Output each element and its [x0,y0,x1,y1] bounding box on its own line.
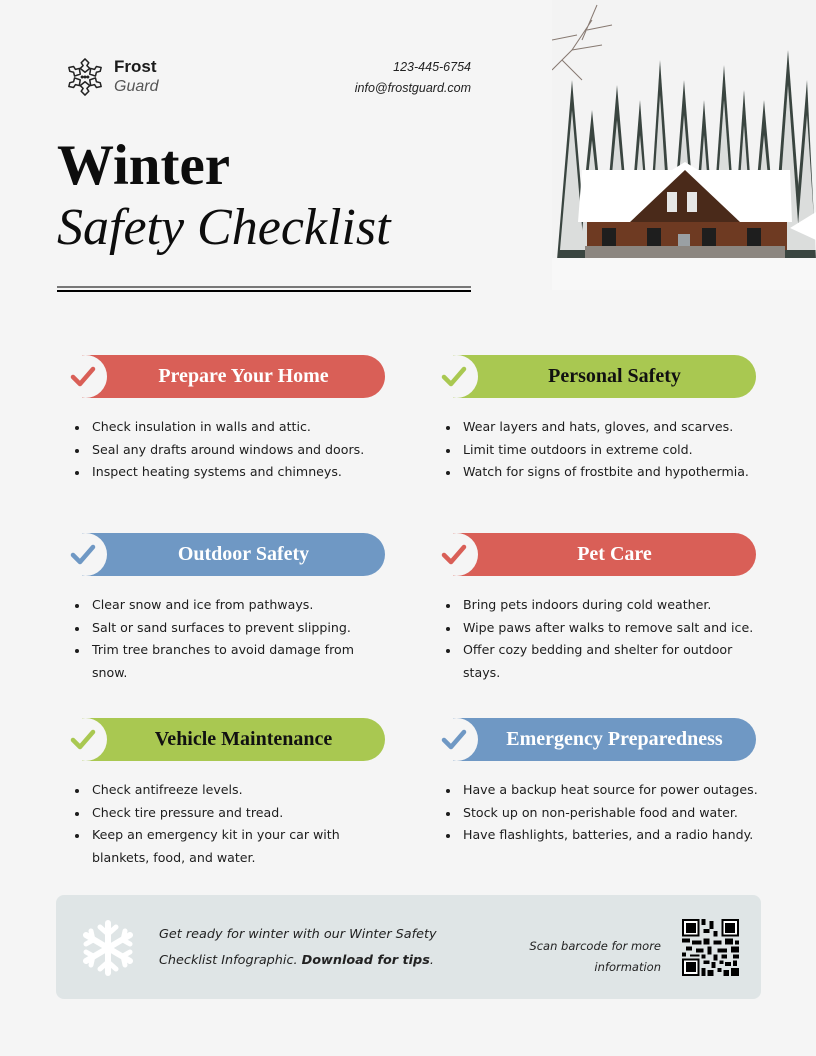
list-item: Wear layers and hats, gloves, and scarves. [446,416,761,439]
section-header [60,533,385,576]
section-vehicle-maintenance [60,718,390,869]
section-pet-care [431,533,761,684]
list-item: Have a backup heat source for power outages. [446,779,761,802]
title-line-1: Winter [57,134,231,197]
checkmark-icon [441,366,467,388]
list-item: Check tire pressure and tread. [75,802,390,825]
list-item: Inspect heating systems and chimneys. [75,461,390,484]
section-header [60,355,385,398]
brand-name: Frost [114,57,157,76]
checkmark-icon [70,544,96,566]
section-header [431,355,756,398]
title-line-2: Safety Checklist [57,199,391,256]
list-item: Limit time outdoors in extreme cold. [446,439,761,462]
list-item: Seal any drafts around windows and doors. [75,439,390,462]
checklist [60,779,390,869]
footer-message-end: . [429,953,434,968]
contact-phone: 123-445-6754 [393,60,471,74]
section-title: Outdoor Safety [177,543,310,565]
list-item: Check insulation in walls and attic. [75,416,390,439]
list-item: Salt or sand surfaces to prevent slipping. [75,617,390,640]
scan-caption: Scan barcode for more information [529,939,661,974]
page-title [57,135,391,259]
cabin-illustration [552,0,816,290]
section-title: Prepare Your Home [158,365,329,387]
section-header [431,533,756,576]
contact-info [355,57,471,99]
brand-logo [66,56,158,98]
list-item: Offer cozy bedding and shelter for outdoor stays. [446,639,761,684]
list-item: Bring pets indoors during cold weather. [446,594,761,617]
qr-code-icon[interactable] [682,919,739,976]
checklist [431,594,761,684]
snowflake-icon [80,919,136,977]
contact-email: info@frostguard.com [354,81,471,95]
title-divider-thin [57,286,471,288]
checklist [431,779,761,847]
section-title: Personal Safety [548,365,681,387]
section-prepare-your-home [60,355,390,484]
list-item: Wipe paws after walks to remove salt and ice. [446,617,761,640]
footer-message-text: Get ready for winter with our Winter Safety Checklist Infographic. [159,927,437,968]
title-divider-thick [57,290,471,292]
section-header [431,718,756,761]
section-title: Vehicle Maintenance [154,728,333,750]
checklist [431,416,761,484]
section-title: Emergency Preparedness [506,728,723,750]
section-outdoor-safety [60,533,390,684]
checkmark-icon [70,366,96,388]
checklist [60,594,390,684]
hero-image-cabin [552,0,816,290]
section-header [60,718,385,761]
checkmark-icon [70,729,96,751]
list-item: Stock up on non-perishable food and water. [446,802,761,825]
footer-banner [56,895,761,999]
checkmark-icon [441,544,467,566]
list-item: Clear snow and ice from pathways. [75,594,390,617]
download-link[interactable]: Download for tips [301,953,430,968]
checkmark-icon [441,729,467,751]
list-item: Check antifreeze levels. [75,779,390,802]
section-emergency-preparedness [431,718,761,847]
snowflake-outline-icon [66,56,104,98]
list-item: Watch for signs of frostbite and hypothermia. [446,461,761,484]
brand-subname: Guard [114,78,159,95]
section-title: Pet Care [577,543,652,565]
list-item: Keep an emergency kit in your car with blankets, food, and water. [75,824,390,869]
list-item: Trim tree branches to avoid damage from snow. [75,639,390,684]
section-personal-safety [431,355,761,484]
list-item: Have flashlights, batteries, and a radio handy. [446,824,761,847]
checklist [60,416,390,484]
footer-message [159,922,479,974]
